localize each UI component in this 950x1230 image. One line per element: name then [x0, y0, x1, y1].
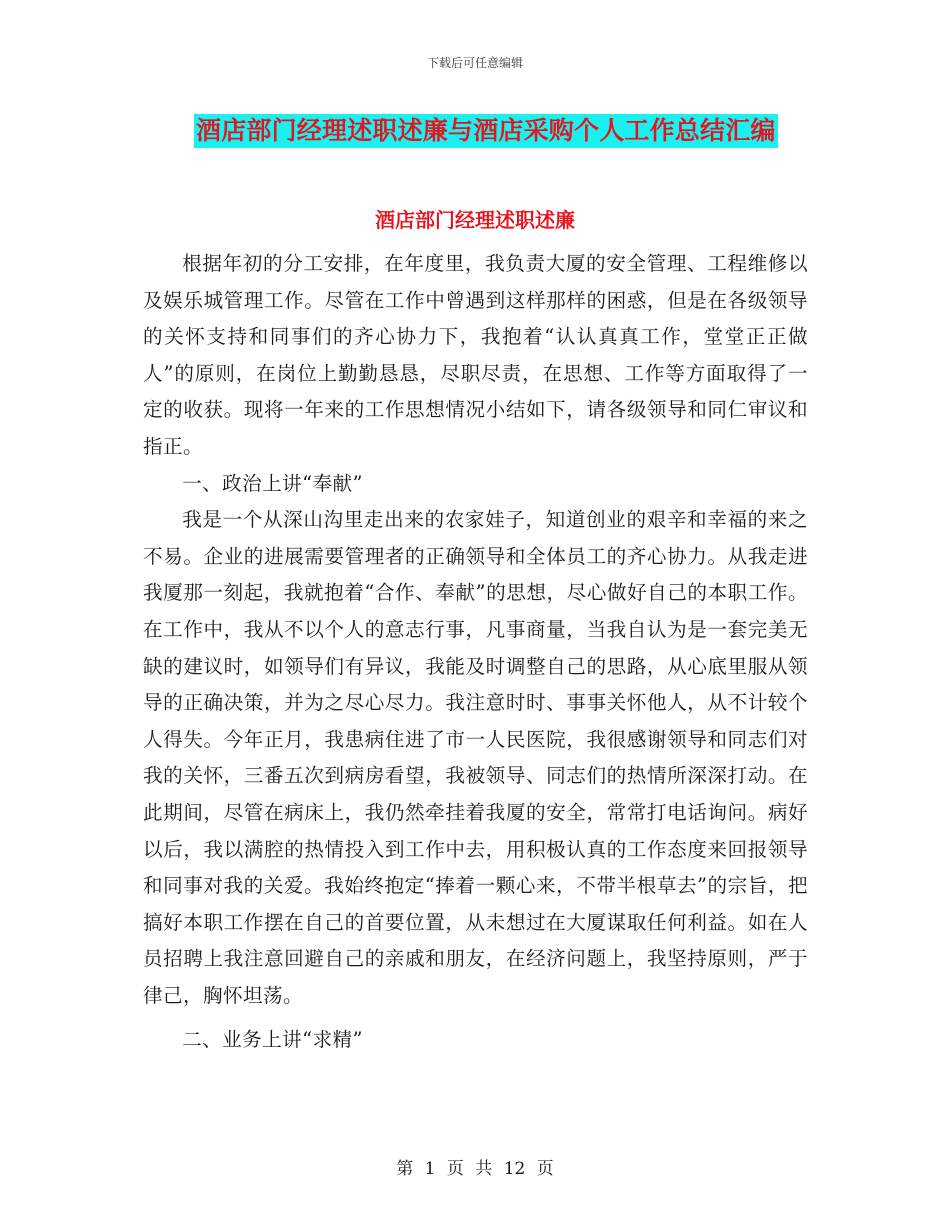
- heading-politics: 一、政治上讲“奉献”: [182, 471, 363, 495]
- paragraph-politics: 我是一个从深山沟里走出来的农家娃子，知道创业的艰辛和幸福的来之不易。企业的进展需要管理者的正确领导和全体员工的齐心协力。从我走进我厦那一刻起，我就抱着“合作、奉献”的思想，尽心做好自己的本职工作。在工作中，我从不以个人的意志行事，凡事商量，当我自认为是一套完美无缺的建议时，如领导们有异议，我能及时调整自己的思路，从心底里服从领导的正确决策，并为之尽心尽力。我注意时时、事事关怀他人，从不计较个人得失。今年正月，我患病住进了市一人民医院，我很感谢领导和同志们对我的关怀，三番五次到病房看望，我被领导、同志们的热情所深深打动。在此期间，尽管在病床上，我仍然牵挂着我厦的安全，常常打电话询问。病好以后，我以满腔的热情投入到工作中去，用积极认真的工作态度来回报领导和同事对我的关爱。我始终抱定“捧着一颗心来，不带半根草去”的宗旨，把搞好本职工作摆在自己的首要位置，从未想过在大厦谋取任何利益。如在人员招聘上我注意回避自己的亲戚和朋友，在经济问题上，我坚持原则，严于律己，胸怀坦荡。: [143, 508, 808, 1007]
- paragraph-spacer: [143, 1014, 808, 1022]
- section-title: 酒店部门经理述职述廉: [375, 208, 575, 232]
- document-title: 酒店部门经理述职述廉与酒店采购个人工作总结汇编: [194, 114, 778, 148]
- paragraph-intro: 根据年初的分工安排，在年度里，我负责大厦的安全管理、工程维修以及娱乐城管理工作。尽管在工作中曾遇到这样那样的困惑，但是在各级领导的关怀支持和同事们的齐心协力下，我抱着“认认真真工作，堂堂正正做人”的原则，在岗位上勤勤恳恳，尽职尽责，在思想、工作等方面取得了一定的收获。现将一年来的工作思想情况小结如下，请各级领导和同仁审议和指正。: [143, 252, 808, 458]
- page-number-footer: 第 1 页 共 12 页: [396, 1159, 554, 1179]
- page-header-note: 下载后可任意编辑: [426, 56, 523, 70]
- document-body: [143, 246, 808, 1059]
- heading-business: 二、业务上讲“求精”: [182, 1028, 363, 1052]
